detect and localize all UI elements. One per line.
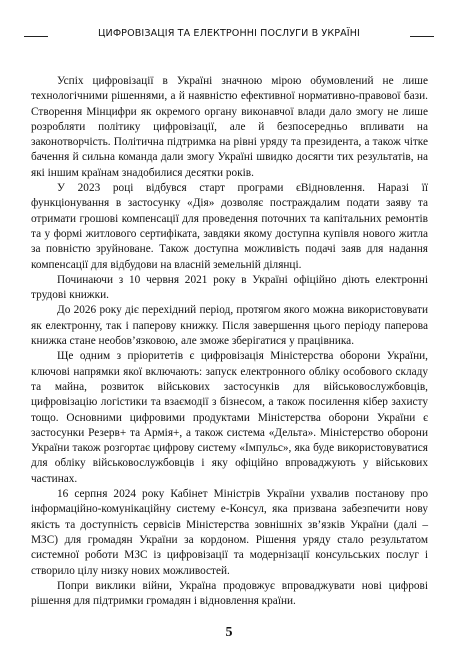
paragraph: 16 серпня 2024 року Кабінет Міністрів України ухвалив постанову про інформаційно-комунікаційну систему е-Консул, яка призвана забезпечити нову якість та доступність сервісів Міністерства зовнішніх зв’язків України (далі – МЗС) для громадян України за кордоном. Рішення уряду стало результатом системної роботи МЗС із цифровізації та модернізації консульських послуг і створило цілу низку нових можливостей. (31, 488, 428, 577)
running-header (24, 20, 434, 50)
header-title: ЦИФРОВІЗАЦІЯ ТА ЕЛЕКТРОННІ ПОСЛУГИ В УКРАЇНІ (98, 28, 360, 39)
paragraph: У 2023 році відбувся старт програми єВідновлення. Наразі її функціонування в застосунку «Дія» дозволяє постраждалим подати заяву та отримати грошові компенсації для проведення поточних та капітальних ремонтів та у формі житлового сертифіката, завдяки якому доступна купівля нового житла за повністю зруйноване. Також доступна можливість подачі заяв для надання компенсації для відбудови на власній земельній ділянці. (31, 182, 428, 271)
paragraph: Починаючи з 10 червня 2021 року в Україні офіційно діють електронні трудові книжки. (31, 273, 428, 302)
paragraph: Ще одним з пріоритетів є цифровізація Міністерства оборони України, ключові напрямки якої включають: запуск електронного обліку особового складу та майна, розвиток військових застосунків для військовослужбовців, цифровізацію логістики та взаємодії з бізнесом, а також посилення кібер захисту тощо. Основними цифровими продуктами Міністерства оборони України є застосунки Резерв+ та Армія+, а також система «Дельта». Міністерство оборони України також розгортає цифрову систему «Імпульс», яка буде використовуватися для обліку військовослужбовців і яку офіційно впроваджують у військових частинах. (31, 350, 428, 485)
page-number: 5 (225, 625, 233, 640)
paragraph: Успіх цифровізації в Україні значною мірою обумовлений не лише технологічними рішеннями, а й наявністю ефективної нормативно-правової бази. Створення Мінцифри як окремого органу виконавчої влади дало змогу не лише розробляти політику цифровізації, але й безпосередньо впливати на законотворчість. Політична підтримка на рівні уряду та президента, а також чітке бачення й сильна команда дали змогу Україні швидко досягти тих результатів, на які іншим країнам знадобилися десятки років. (31, 75, 428, 179)
body-text (31, 74, 428, 609)
paragraph: Попри виклики війни, Україна продовжує впроваджувати нові цифрові рішення для підтримки громадян і відновлення країни. (31, 579, 428, 608)
header-rule-left (24, 36, 48, 37)
header-rule-right (410, 36, 434, 37)
paragraph: До 2026 року діє перехідний період, протягом якого можна використовувати як електронну, так і паперову книжку. Після завершення цього періоду паперова книжка стане необов’язковою, але зможе зберігатися у працівника. (31, 304, 428, 348)
